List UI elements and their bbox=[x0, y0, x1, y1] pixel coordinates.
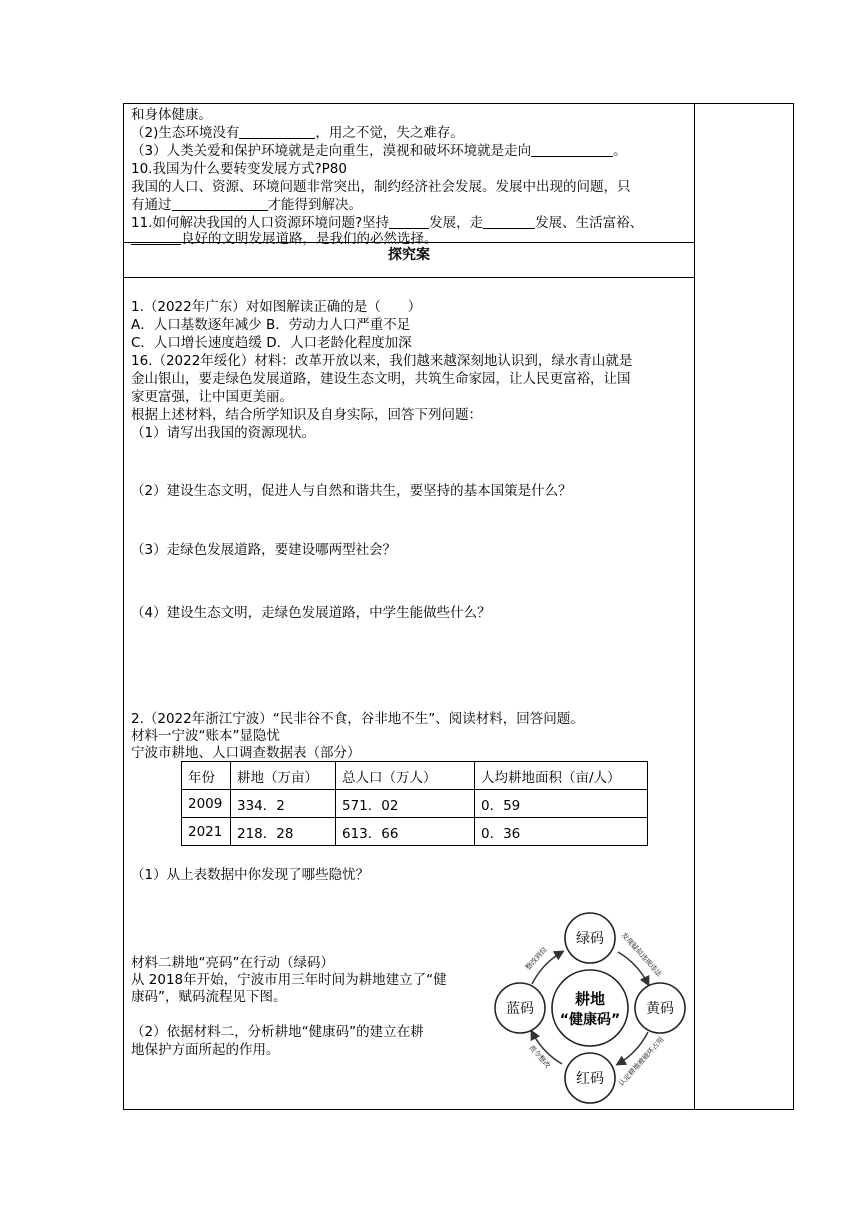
center-label: 耕地 bbox=[574, 990, 606, 1008]
text-line: 我国的人口、资源、环境问题非常突出，制约经济社会发展。发展中出现的问题，只 bbox=[131, 179, 631, 195]
arrow-label: 责令整改 bbox=[527, 1043, 552, 1070]
text-segment: 发展、生活富裕、 bbox=[535, 215, 644, 231]
table-cell: 0．59 bbox=[475, 790, 648, 818]
question-16-material: 16.（2022年绥化）材料：改革开放以来，我们越来越深刻地认识到，绿水青山就是 bbox=[131, 353, 633, 369]
text-segment: （2)生态环境没有 bbox=[131, 125, 240, 141]
question-10: 10.我国为什么要转变发展方式?P80 bbox=[131, 161, 347, 177]
arrow-label: 发现疑似违规违法 bbox=[619, 931, 664, 979]
center-circle bbox=[552, 970, 628, 1046]
center-label: “健康码” bbox=[559, 1012, 621, 1028]
question-1-stem: 1.（2022年广东）对如图解读正确的是（ ） bbox=[131, 299, 422, 315]
table-row bbox=[182, 790, 648, 818]
green-code-label: 绿码 bbox=[576, 931, 604, 947]
table-header-cell: 年份 bbox=[182, 762, 231, 790]
table-title: 宁波市耕地、人口调查数据表（部分） bbox=[131, 745, 361, 761]
table-cell: 571．02 bbox=[336, 790, 475, 818]
question-16-sub-4: （4）建设生态文明，走绿色发展道路，中学生能做些什么？ bbox=[131, 605, 491, 621]
text-segment: 11.如何解决我国的人口资源环境问题?坚持 bbox=[131, 215, 390, 231]
table-cell: 0．36 bbox=[475, 818, 648, 846]
table-cell: 334．2 bbox=[231, 790, 336, 818]
question-16-sub-2: （2）建设生态文明，促进人与自然和谐共生，要坚持的基本国策是什么？ bbox=[131, 483, 572, 499]
text-line bbox=[131, 124, 464, 142]
question-1-options-ab: A．人口基数逐年减少 B．劳动力人口严重不足 bbox=[131, 317, 411, 333]
question-2-sub-2: （2）依据材料二，分析耕地“健康码”的建立在耕 bbox=[131, 1024, 424, 1040]
section-title: 探究案 bbox=[388, 247, 430, 263]
question-16-material: 金山银山，要走绿色发展道路，建设生态文明，共筑生命家园，让人民更富裕，让国 bbox=[131, 371, 631, 387]
arrow-label: 整改到位 bbox=[524, 945, 549, 972]
health-code-diagram bbox=[490, 908, 690, 1108]
material-1-title: 材料一宁波“账本”显隐忧 bbox=[131, 728, 280, 744]
question-2-sub-1: （1）从上表数据中你发现了哪些隐忧？ bbox=[131, 867, 370, 883]
material-2-text: 康码”，赋码流程见下图。 bbox=[131, 989, 287, 1005]
answer-blank[interactable] bbox=[483, 214, 535, 229]
material-2-text: 从 2018年开始，宁波市用三年时间为耕地建立了“健 bbox=[131, 972, 447, 988]
answer-blank[interactable] bbox=[531, 142, 613, 157]
table-cell: 218．28 bbox=[231, 818, 336, 846]
text-line bbox=[131, 196, 362, 214]
arrow-label: 认定耕地被破坏占用 bbox=[617, 1035, 666, 1088]
answer-blank[interactable] bbox=[239, 124, 315, 139]
text-line bbox=[131, 142, 627, 160]
table-cell: 2021 bbox=[182, 818, 231, 846]
question-2-stem: 2.（2022年浙江宁波）“民非谷不食，谷非地不生”、阅读材料，回答问题。 bbox=[131, 711, 584, 727]
answer-blank[interactable] bbox=[131, 230, 181, 245]
yellow-code-label: 黄码 bbox=[646, 1001, 674, 1017]
question-1-options-cd: C．人口增长速度趋缓 D．人口老龄化程度加深 bbox=[131, 335, 412, 351]
material-2-title: 材料二耕地“亮码”在行动（绿码） bbox=[131, 955, 334, 971]
text-segment: （3）人类关爱和保护环境就是走向重生，漠视和破坏环境就是走向 bbox=[131, 143, 532, 159]
question-2-sub-2: 地保护方面所起的作用。 bbox=[131, 1042, 280, 1058]
data-table bbox=[181, 761, 648, 846]
table-header-cell: 人均耕地面积（亩/人） bbox=[475, 762, 648, 790]
table-cell: 2009 bbox=[182, 790, 231, 818]
text-segment: 有通过 bbox=[131, 197, 172, 213]
text-segment: 发展，走 bbox=[429, 215, 484, 231]
table-cell: 613．66 bbox=[336, 818, 475, 846]
text-segment: 良好的文明发展道路，是我们的必然选择。 bbox=[181, 231, 438, 247]
text-segment: 才能得到解决。 bbox=[267, 197, 362, 213]
text-segment: 。 bbox=[613, 143, 627, 159]
table-header-cell: 总人口（万人） bbox=[336, 762, 475, 790]
question-16-sub-3: （3）走绿色发展道路，要建设哪两型社会？ bbox=[131, 542, 397, 558]
question-16-sub-1: （1）请写出我国的资源现状。 bbox=[131, 425, 316, 441]
text-segment: ，用之不觉，失之难存。 bbox=[315, 125, 464, 141]
table-header-row bbox=[182, 762, 648, 790]
table-header-cell: 耕地（万亩） bbox=[231, 762, 336, 790]
question-16-material: 家更富强，让中国更美丽。 bbox=[131, 389, 293, 405]
answer-blank[interactable] bbox=[389, 214, 429, 229]
section-divider-bottom bbox=[123, 277, 695, 278]
answer-blank[interactable] bbox=[172, 196, 268, 211]
blue-code-label: 蓝码 bbox=[506, 1001, 534, 1017]
table-row bbox=[182, 818, 648, 846]
red-code-label: 红码 bbox=[576, 1071, 604, 1087]
question-16-instruction: 根据上述材料，结合所学知识及自身实际，回答下列问题： bbox=[131, 407, 482, 423]
text-line: 和身体健康。 bbox=[131, 107, 212, 123]
